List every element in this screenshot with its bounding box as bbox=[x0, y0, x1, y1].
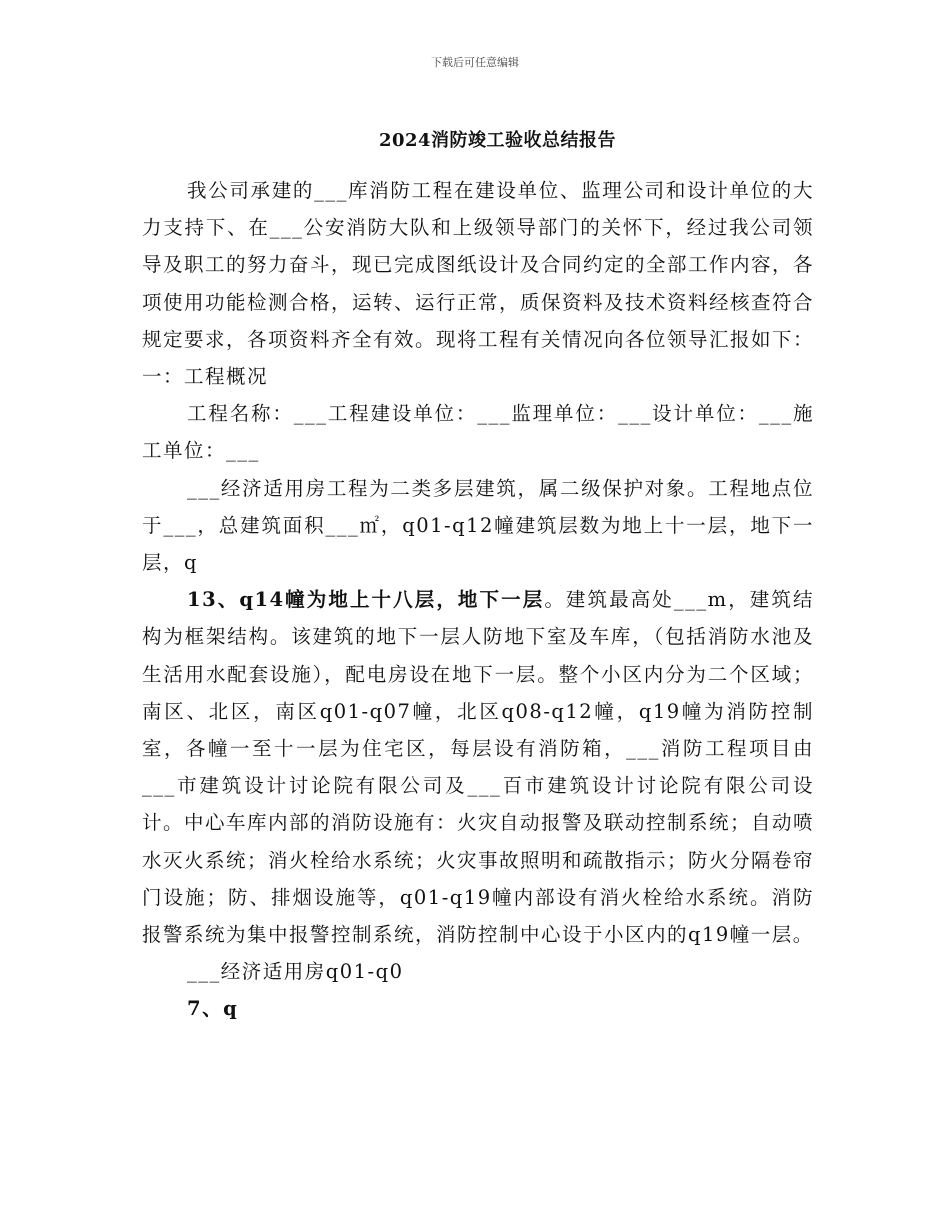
document-title: 2024消防竣工验收总结报告 bbox=[378, 130, 617, 151]
paragraph-intro: 我公司承建的___库消防工程在建设单位、监理公司和设计单位的大力支持下、在___公安消防大队和上级领导部门的关怀下，经过我公司领导及职工的努力奋斗，现已完成图纸设计及合同约定的全部工作内容，各项使用功能检测合格，运转、运行正常，质保资料及技术资料经核查符合规定要求，各项资料齐全有效。现将工程有关情况向各位领导汇报如下：一：工程概况 bbox=[142, 179, 815, 389]
paragraph-bold-lead: 13、q14幢为地上十八层，地下一层 bbox=[187, 588, 545, 612]
paragraph-project-units: 工程名称：___工程建设单位：___监理单位：___设计单位：___施工单位：___ bbox=[142, 402, 814, 463]
paragraph-fragment bbox=[142, 990, 814, 1027]
header-note: 下载后可任意编辑 bbox=[431, 56, 519, 69]
document-body bbox=[142, 172, 814, 1028]
paragraph-structure-text: 。建筑最高处___m，建筑结构为框架结构。该建筑的地下一层人防地下室及车库，（包括消防水池及生活用水配套设施），配电房设在地下一层。整个小区内分为二个区域；南区、北区，南区q01-q07幢，北区q08-q12幢，q19幢为消防控制室，各幢一至十一层为住宅区，每层设有消防箱，___消防工程项目由___市建筑设计讨论院有限公司及___百市建筑设计讨论院有限公司设计。中心车库内部的消防设施有：火灾自动报警及联动控制系统；自动喷水灭火系统；消火栓给水系统；火灾事故照明和疏散指示；防火分隔卷帘门设施；防、排烟设施等，q01-q19幢内部设有消火栓给水系统。消防报警系统为集中报警控制系统，消防控制中心设于小区内的q19幢一层。 bbox=[142, 588, 815, 947]
paragraph-project-location: ___经济适用房工程为二类多层建筑，属二级保护对象。工程地点位于___，总建筑面积___㎡，q01-q12幢建筑层数为地上十一层，地下一层，q bbox=[142, 476, 814, 575]
paragraph-fragment-bold: 7、q bbox=[187, 997, 239, 1021]
paragraph-housing-units: ___经济适用房q01-q0 bbox=[187, 960, 404, 984]
paragraph-building-structure bbox=[142, 581, 814, 953]
